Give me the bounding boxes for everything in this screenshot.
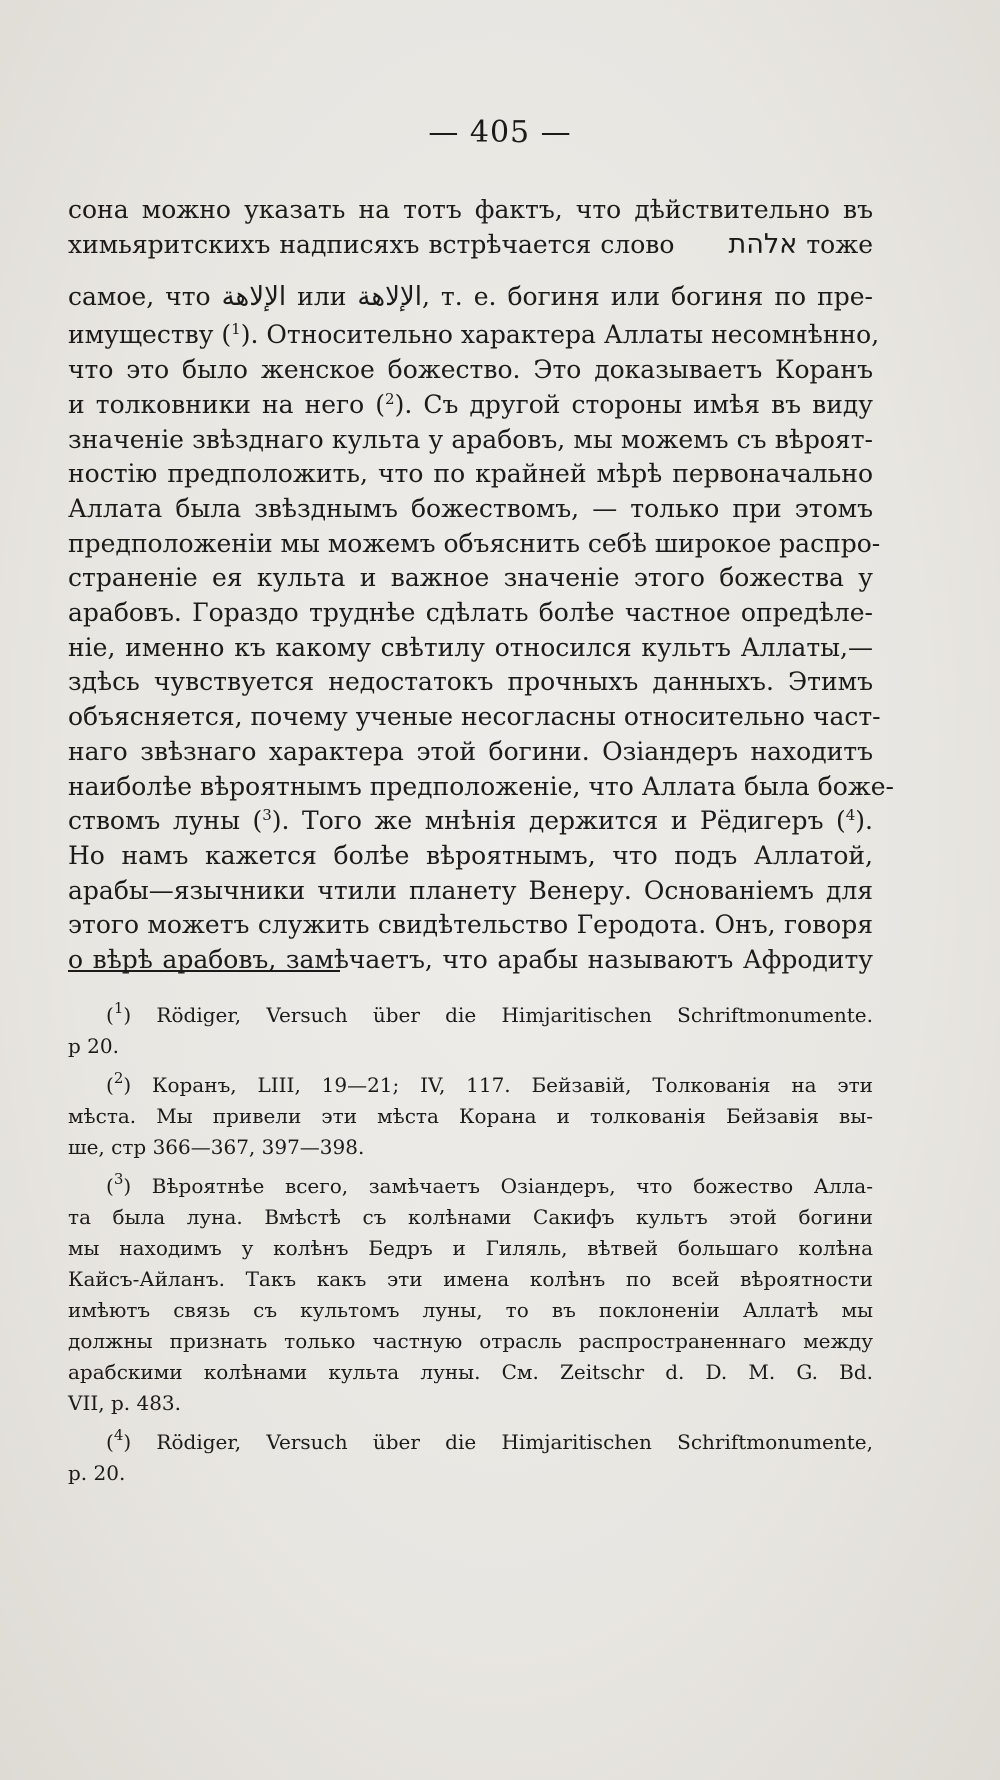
footnote-4 [68, 1427, 873, 1489]
text-segment: ) Коранъ, LIII, 19—21; IV, 117. Бейзавій, Толкованія на эти [123, 1073, 873, 1097]
text-line: здѣсь чувствуется недостатокъ прочныхъ данныхъ. Этимъ [68, 667, 873, 697]
footnote-number: 2 [113, 1069, 124, 1087]
text-line: Аллата была звѣзднымъ божествомъ, — только при этомъ [68, 493, 873, 523]
text-line [68, 804, 873, 839]
text-segment: ). Того же мнѣнія держится и Рёдигеръ ( [271, 806, 846, 836]
arabic-word: الإلاهة [357, 282, 422, 313]
footnote-number: 1 [113, 999, 124, 1017]
footnote-line: ($^2$) Коранъ, LIII, 19—21; IV, 117. Бейзавій, Толкованія на эти [106, 1069, 873, 1097]
footnote-line: мы находимъ у колѣнъ Бедръ и Гиляль, вѣтвей большаго колѣна [68, 1236, 873, 1260]
text-line: предположеніи мы можемъ объяснить себѣ широкое распро- [68, 528, 881, 558]
footnote-2 [68, 1070, 873, 1163]
footnote-line: ($^1$) Rödiger, Versuch über die Himjaritischen Schriftmonumente. [106, 999, 873, 1027]
footnote-ref[interactable]: 4 [845, 806, 856, 825]
text-segment: химьяритскихъ надписяхъ встрѣчается слово [68, 229, 675, 259]
text-line [68, 262, 873, 318]
footnote-line: ($^4$) Rödiger, Versuch über die Himjaritischen Schriftmonumente, [106, 1426, 873, 1454]
footnote-line: арабскими колѣнами культа луны. См. Zeitschr d. D. M. G. Bd. [68, 1360, 873, 1384]
text-segment: самое, что [68, 282, 211, 312]
footnote-1 [68, 1000, 873, 1062]
text-line: о вѣрѣ арабовъ, замѣчаетъ, что арабы называютъ Афродиту [68, 945, 873, 975]
text-segment: имуществу ( [68, 320, 232, 350]
text-segment: или [297, 282, 347, 312]
text-line: ніе, именно къ какому свѣтилу относился культъ Аллаты,— [68, 632, 873, 662]
text-line [68, 228, 873, 263]
footnote-ref[interactable]: 3 [262, 806, 272, 825]
footnote-line: p 20. [68, 1034, 119, 1058]
text-line: этого можетъ служить свидѣтельство Геродота. Онъ, говоря [68, 910, 873, 940]
footnote-line: мѣста. Мы привели эти мѣста Корана и толкованія Бейзавія вы- [68, 1104, 873, 1128]
text-line: арабовъ. Гораздо труднѣе сдѣлать болѣе частное опредѣле- [68, 598, 873, 628]
text-line: значеніе звѣзднаго культа у арабовъ, мы можемъ съ вѣроят- [68, 424, 873, 454]
text-segment: ). Съ другой стороны имѣя въ виду [394, 389, 873, 419]
text-segment: тоже [806, 229, 874, 259]
text-line: что это было женское божество. Это доказываетъ Коранъ [68, 355, 873, 385]
footnote-line: должны признать только частную отрасль распространеннаго между [68, 1329, 873, 1353]
footnote-line: ше, стр 366—367, 397—398. [68, 1135, 365, 1159]
footnote-ref[interactable]: 2 [385, 389, 395, 408]
footnote-line: Кайсъ-Айланъ. Такъ какъ эти имена колѣнъ по всей вѣроятности [68, 1267, 873, 1291]
text-line: Но намъ кажется болѣе вѣроятнымъ, что подъ Аллатой, [68, 840, 873, 870]
text-segment: и толковники на него ( [68, 389, 386, 419]
text-line: страненіе ея культа и важное значеніе этого божества у [68, 563, 873, 593]
footnotes [68, 1000, 873, 1497]
hebrew-word: אלהת [728, 228, 798, 260]
text-segment: ствомъ луны ( [68, 806, 263, 836]
page-number: — 405 — [428, 115, 572, 150]
text-line: объясняется, почему ученые несогласны относительно част- [68, 702, 881, 732]
footnote-line: VII, p. 483. [68, 1391, 182, 1415]
footnote-line: та была луна. Вмѣстѣ съ колѣнами Сакифъ культъ этой богини [68, 1205, 873, 1229]
footnote-line: имѣютъ связь съ культомъ луны, то въ поклоненіи Аллатѣ мы [68, 1298, 873, 1322]
text-segment: , т. е. богиня или богиня по пре- [421, 282, 873, 312]
footnote-line: p. 20. [68, 1461, 126, 1485]
text-segment: ) Вѣроятнѣе всего, замѣчаетъ Озіандеръ, что божество Алла- [123, 1174, 873, 1198]
text-line [68, 388, 873, 423]
text-segment: ). [855, 806, 873, 836]
footnote-number: 4 [113, 1426, 124, 1444]
main-text [68, 193, 895, 978]
text-line: сона можно указать на тотъ фактъ, что дѣйствительно въ [68, 195, 873, 224]
footnote-ref[interactable]: 1 [231, 320, 241, 339]
text-line: наиболѣе вѣроятнымъ предположеніе, что Аллата была боже- [68, 771, 895, 801]
text-segment: ) Rödiger, Versuch über die Himjaritischen Schriftmonumente, [123, 1430, 873, 1454]
text-line: наго звѣзнаго характера этой богини. Озіандеръ находитъ [68, 736, 873, 766]
footnote-divider [68, 970, 340, 972]
text-segment: ). Относительно характера Аллаты несомнѣнно, [240, 320, 880, 350]
text-line [68, 318, 880, 353]
footnote-line: ($^3$) Вѣроятнѣе всего, замѣчаетъ Озіандеръ, что божество Алла- [106, 1170, 873, 1198]
text-line: арабы—язычники чтили планету Венеру. Основаніемъ для [68, 875, 873, 905]
footnote-number: 3 [113, 1170, 124, 1188]
text-segment: ) Rödiger, Versuch über die Himjaritischen Schriftmonumente. [123, 1003, 873, 1027]
text-line: ностію предположить, что по крайней мѣрѣ первоначально [68, 459, 873, 489]
arabic-word: الإلاهة [221, 282, 287, 313]
footnote-3 [68, 1171, 873, 1419]
